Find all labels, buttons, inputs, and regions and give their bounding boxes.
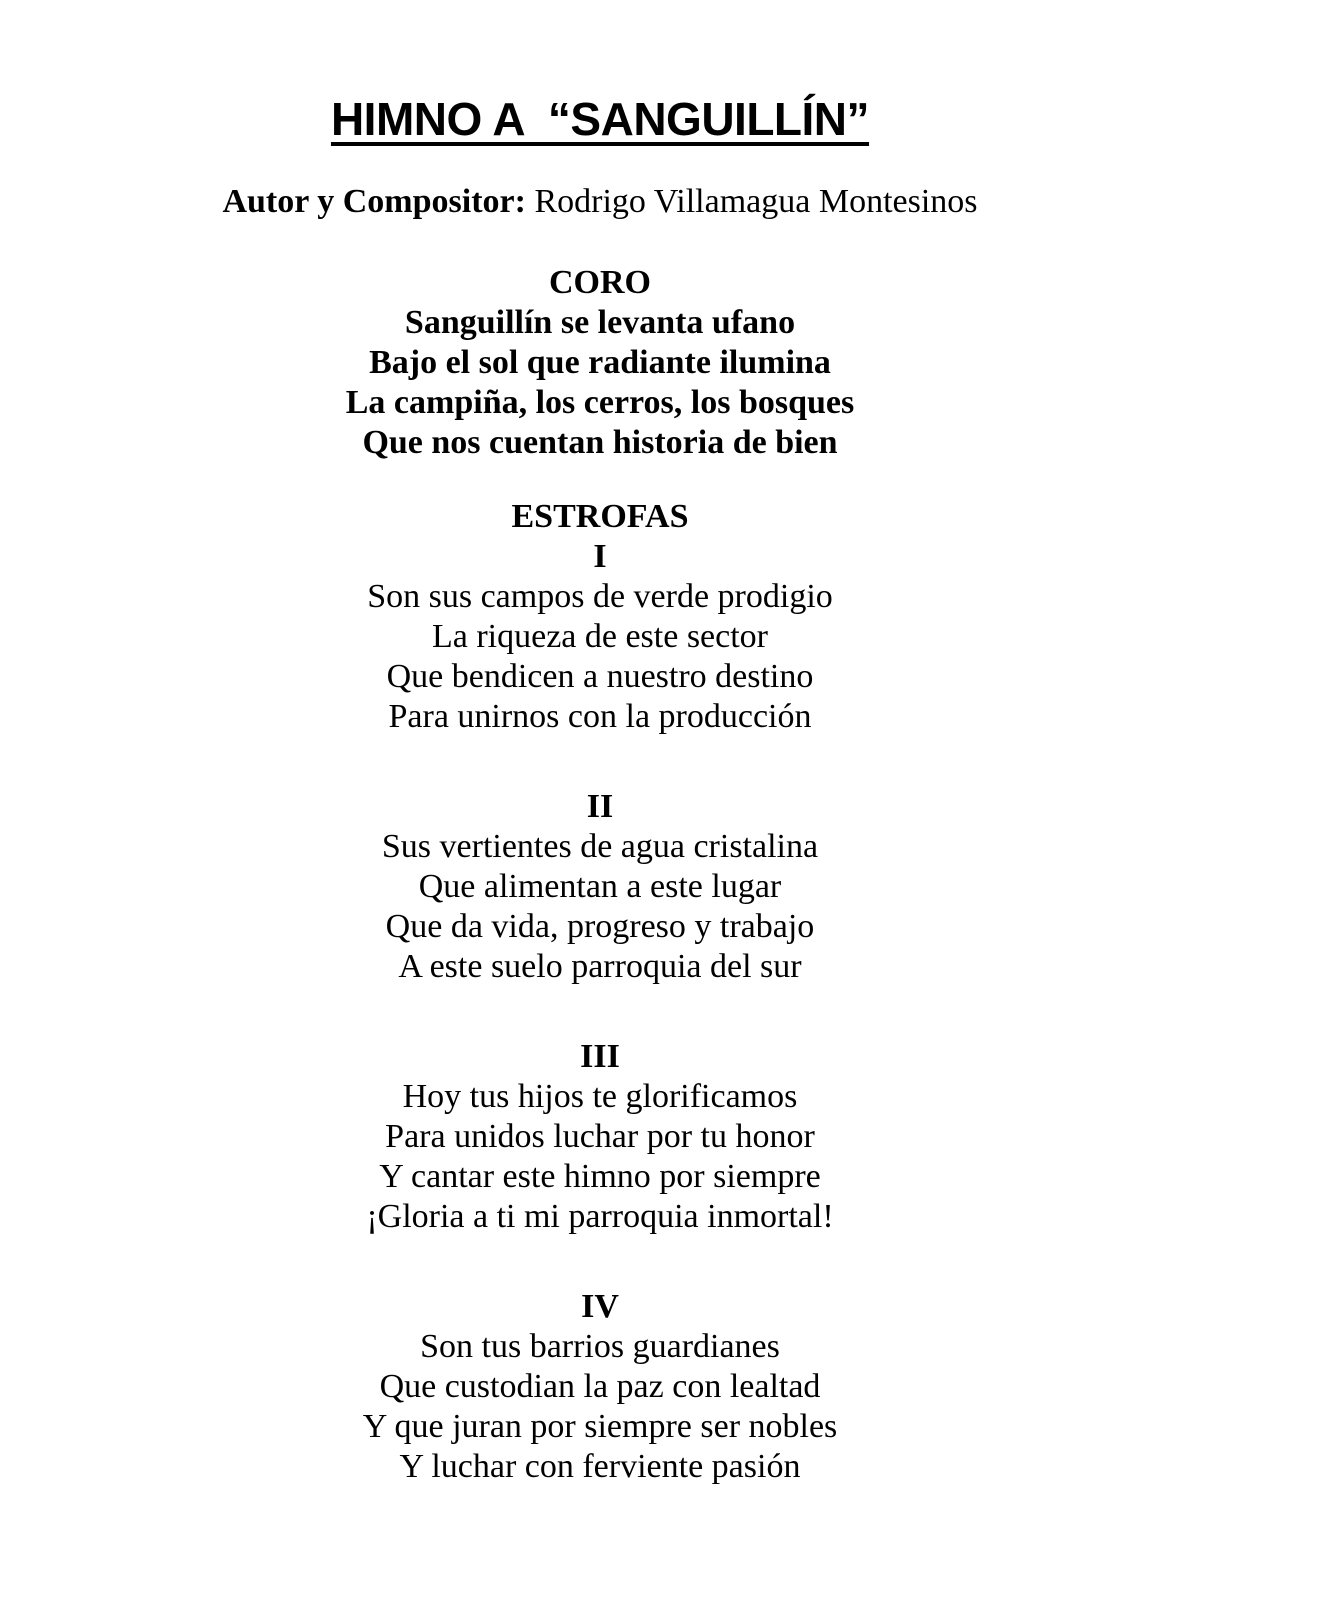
verse-line: Que custodian la paz con lealtad xyxy=(379,1368,821,1405)
verse-line: Son sus campos de verde prodigio xyxy=(367,578,833,615)
stanza-numeral: IV xyxy=(581,1288,619,1325)
verse-line: Son tus barrios guardianes xyxy=(420,1328,780,1365)
verse-line: ¡Gloria a ti mi parroquia inmortal! xyxy=(366,1198,834,1235)
verse-line: Y luchar con ferviente pasión xyxy=(399,1448,801,1485)
verse-line: A este suelo parroquia del sur xyxy=(398,948,802,985)
verse-line: Que bendicen a nuestro destino xyxy=(386,658,814,695)
verse-line: Para unirnos con la producción xyxy=(388,698,812,735)
coro-section xyxy=(165,263,1035,463)
coro-line: Bajo el sol que radiante ilumina xyxy=(369,344,831,381)
verse-line: Que alimentan a este lugar xyxy=(418,868,782,905)
estrofas-heading: ESTROFAS xyxy=(511,498,689,535)
estrofas-section xyxy=(165,497,1035,737)
document-page xyxy=(165,0,1035,1487)
stanza-ii xyxy=(165,787,1035,987)
coro-line: La campiña, los cerros, los bosques xyxy=(345,384,855,421)
coro-heading: CORO xyxy=(549,264,651,301)
verse-line: Sus vertientes de agua cristalina xyxy=(381,828,819,865)
stanza-numeral: I xyxy=(593,538,607,575)
stanza-iii xyxy=(165,1037,1035,1237)
stanza-numeral: II xyxy=(586,788,614,825)
author-line xyxy=(165,182,1035,222)
author-name: Rodrigo Villamagua Montesinos xyxy=(534,183,978,220)
page-title: HIMNO A “SANGUILLÍN” xyxy=(330,93,870,145)
verse-line: Que da vida, progreso y trabajo xyxy=(385,908,815,945)
coro-line: Que nos cuentan historia de bien xyxy=(362,424,838,461)
verse-line: Hoy tus hijos te glorificamos xyxy=(402,1078,798,1115)
stanza-numeral: III xyxy=(580,1038,620,1075)
stanza-iv xyxy=(165,1287,1035,1487)
verse-line: Y que juran por siempre ser nobles xyxy=(362,1408,838,1445)
coro-line: Sanguillín se levanta ufano xyxy=(404,304,796,341)
verse-line: Para unidos luchar por tu honor xyxy=(385,1118,815,1155)
author-label: Autor y Compositor: xyxy=(222,183,526,220)
verse-line: La riqueza de este sector xyxy=(431,618,769,655)
verse-line: Y cantar este himno por siempre xyxy=(379,1158,821,1195)
